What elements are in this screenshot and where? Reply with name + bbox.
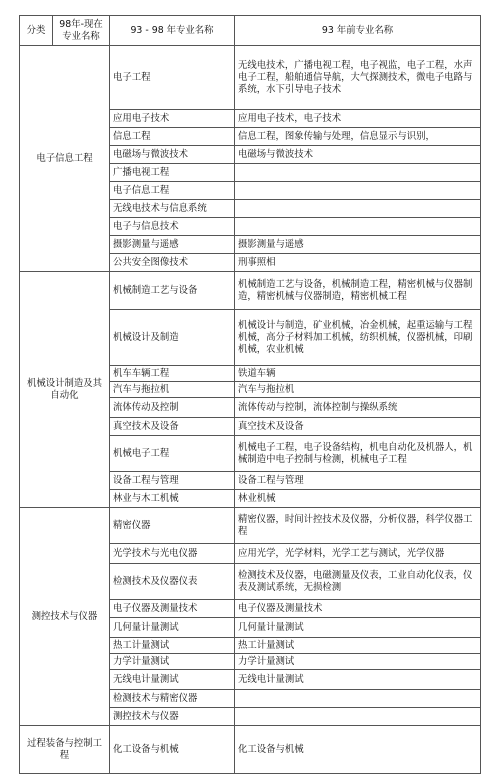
major-mapping-table <box>19 15 481 774</box>
major-93-98-cell: 电子与信息技术 <box>110 218 235 236</box>
table-row <box>20 272 481 310</box>
major-pre93-cell: 无线电技术，广播电视工程，电子视监，电子工程，水声电子工程，船舶通信导航，大气探测技术，微电子电路与系统，水下引导电子技术 <box>235 46 481 110</box>
major-pre93-cell: 林业机械 <box>235 490 481 508</box>
header-pre93: 93 年前专业名称 <box>235 16 481 46</box>
table-row <box>20 726 481 774</box>
major-pre93-cell <box>235 164 481 182</box>
major-pre93-cell: 力学计量测试 <box>235 654 481 670</box>
major-93-98-cell: 检测技术与精密仪器 <box>110 690 235 708</box>
major-93-98-cell: 公共安全图像技术 <box>110 254 235 272</box>
major-93-98-cell: 无线电技术与信息系统 <box>110 200 235 218</box>
major-93-98-cell: 机械设计及制造 <box>110 310 235 366</box>
major-93-98-cell: 化工设备与机械 <box>110 726 235 774</box>
major-pre93-cell: 机械电子工程，电子设备结构，机电自动化及机器人，机械制造中电子控制与检测，机械电子工程 <box>235 436 481 472</box>
major-93-98-cell: 真空技术及设备 <box>110 418 235 436</box>
major-93-98-cell: 广播电视工程 <box>110 164 235 182</box>
major-pre93-cell: 汽车与拖拉机 <box>235 382 481 398</box>
major-93-98-cell: 检测技术及仪器仪表 <box>110 564 235 600</box>
category-cell: 电子信息工程 <box>20 46 110 272</box>
category-cell: 测控技术与仪器 <box>20 508 110 726</box>
major-93-98-cell: 电子仪器及测量技术 <box>110 600 235 618</box>
major-93-98-cell: 信息工程 <box>110 128 235 146</box>
major-pre93-cell: 流体传动与控制，流体控制与操纵系统 <box>235 398 481 418</box>
major-93-98-cell: 电子信息工程 <box>110 182 235 200</box>
major-pre93-cell: 精密仪器，时间计控技术及仪器，分析仪器，科学仪器工程 <box>235 508 481 544</box>
major-pre93-cell <box>235 708 481 726</box>
major-pre93-cell: 机械制造工艺与设备，机械制造工程，精密机械与仪器制造，精密机械与仪器制造，精密机械工程 <box>235 272 481 310</box>
table-row <box>20 46 481 110</box>
major-93-98-cell: 几何量计量测试 <box>110 618 235 638</box>
major-pre93-cell: 几何量计量测试 <box>235 618 481 638</box>
major-pre93-cell: 机械设计与制造，矿业机械，冶金机械，起重运输与工程机械，高分子材料加工机械，纺织机械，仪器机械，印刷机械，农业机械 <box>235 310 481 366</box>
header-since98: 98年-现在专业名称 <box>53 16 110 46</box>
major-93-98-cell: 测控技术与仪器 <box>110 708 235 726</box>
header-93-98: 93 - 98 年专业名称 <box>110 16 235 46</box>
major-93-98-cell: 机械电子工程 <box>110 436 235 472</box>
table-header-row <box>20 16 481 46</box>
major-93-98-cell: 流体传动及控制 <box>110 398 235 418</box>
major-93-98-cell: 电磁场与微波技术 <box>110 146 235 164</box>
major-93-98-cell: 力学计量测试 <box>110 654 235 670</box>
major-pre93-cell: 应用光学，光学材料，光学工艺与测试，光学仪器 <box>235 544 481 564</box>
table-body <box>20 46 481 774</box>
major-pre93-cell: 无线电计量测试 <box>235 670 481 690</box>
major-pre93-cell: 真空技术及设备 <box>235 418 481 436</box>
major-pre93-cell: 摄影测量与遥感 <box>235 236 481 254</box>
major-pre93-cell <box>235 218 481 236</box>
major-pre93-cell: 热工计量测试 <box>235 638 481 654</box>
major-pre93-cell <box>235 182 481 200</box>
category-cell: 过程装备与控制工程 <box>20 726 110 774</box>
major-93-98-cell: 应用电子技术 <box>110 110 235 128</box>
table-row <box>20 508 481 544</box>
major-93-98-cell: 林业与木工机械 <box>110 490 235 508</box>
major-pre93-cell: 检测技术及仪器，电磁测量及仪表，工业自动化仪表，仪表及测试系统，无损检测 <box>235 564 481 600</box>
major-pre93-cell: 电子仪器及测量技术 <box>235 600 481 618</box>
major-93-98-cell: 热工计量测试 <box>110 638 235 654</box>
major-table-container <box>19 15 480 761</box>
major-93-98-cell: 摄影测量与遥感 <box>110 236 235 254</box>
major-93-98-cell: 无线电计量测试 <box>110 670 235 690</box>
major-93-98-cell: 机械制造工艺与设备 <box>110 272 235 310</box>
header-category: 分类 <box>20 16 53 46</box>
major-pre93-cell <box>235 690 481 708</box>
major-pre93-cell: 化工设备与机械 <box>235 726 481 774</box>
major-93-98-cell: 机车车辆工程 <box>110 366 235 382</box>
major-pre93-cell: 刑事照相 <box>235 254 481 272</box>
major-93-98-cell: 设备工程与管理 <box>110 472 235 490</box>
major-pre93-cell: 设备工程与管理 <box>235 472 481 490</box>
major-pre93-cell: 电磁场与微波技术 <box>235 146 481 164</box>
major-93-98-cell: 汽车与拖拉机 <box>110 382 235 398</box>
major-93-98-cell: 光学技术与光电仪器 <box>110 544 235 564</box>
category-cell: 机械设计制造及其自动化 <box>20 272 110 508</box>
major-pre93-cell: 信息工程，图象传输与处理，信息显示与识别， <box>235 128 481 146</box>
major-pre93-cell: 应用电子技术，电子技术 <box>235 110 481 128</box>
major-pre93-cell: 铁道车辆 <box>235 366 481 382</box>
major-93-98-cell: 精密仪器 <box>110 508 235 544</box>
major-93-98-cell: 电子工程 <box>110 46 235 110</box>
major-pre93-cell <box>235 200 481 218</box>
